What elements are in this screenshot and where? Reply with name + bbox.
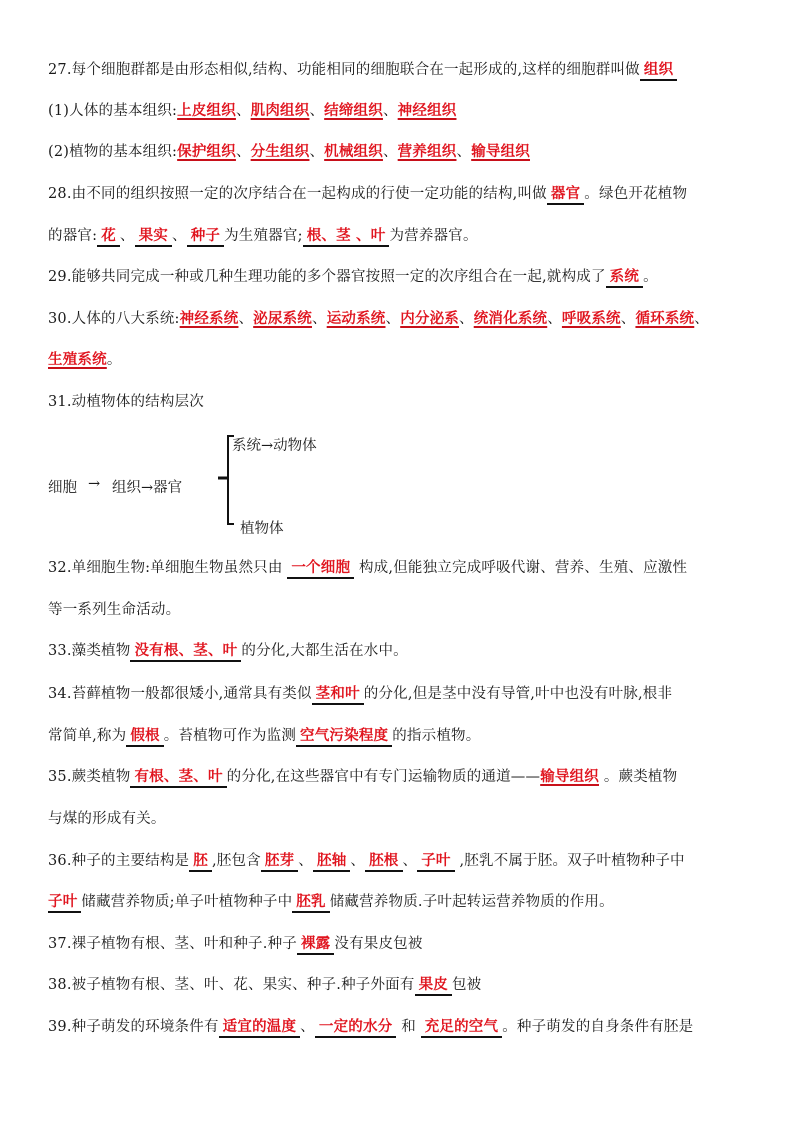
blank xyxy=(303,227,390,247)
blank xyxy=(415,976,452,996)
blank xyxy=(297,935,334,955)
answer: 一定的水分 xyxy=(318,1018,393,1035)
answer: 上皮组织 xyxy=(177,102,236,119)
answer: 系统 xyxy=(609,268,640,285)
answer: 内分泌系 xyxy=(400,310,460,327)
q28-line-2: 的器官: 花 、 果实 、 种子 为生殖器官; 根、茎 、叶 为营养器官。 xyxy=(48,226,478,247)
q31-title: 31.动植物体的结构层次 xyxy=(48,394,204,410)
q27-blank xyxy=(640,61,677,81)
q28-line-1 xyxy=(48,184,687,205)
q39-text: 39.种子萌发的环境条件有 xyxy=(48,1019,219,1035)
q27-sub2-line: (2)植物的基本组织:保护组织、分生组织、机械组织、营养组织、输导组织 xyxy=(48,143,530,160)
q28-blank xyxy=(547,185,584,205)
q35-text: 35.蕨类植物 xyxy=(48,769,131,785)
q32-text: 构成,但能独立完成呼吸代谢、营养、生殖、应激性 xyxy=(358,560,688,576)
q36-text: ,胚乳不属于胚。双子叶植物种子中 xyxy=(459,853,685,869)
blank xyxy=(287,559,354,579)
q30-line-2 xyxy=(48,350,122,370)
answer: 空气污染程度 xyxy=(300,727,389,744)
q34-text: 34.苔藓植物一般都很矮小,通常具有类似 xyxy=(48,686,312,702)
blank xyxy=(261,852,298,872)
q39-line xyxy=(48,1017,693,1038)
answer: 保护组织 xyxy=(177,143,236,160)
answer: 呼吸系统 xyxy=(561,310,621,327)
answer: 子叶 xyxy=(48,893,78,910)
answer: 胚乳 xyxy=(296,893,326,910)
blank xyxy=(606,268,643,288)
blank xyxy=(187,227,224,247)
answer: 结缔组织 xyxy=(324,102,383,119)
answer: 机械组织 xyxy=(324,143,383,160)
answer: 没有根、茎、叶 xyxy=(134,642,238,659)
answer: 肌肉组织 xyxy=(250,102,310,119)
q36-text: 储藏营养物质;单子叶植物种子中 xyxy=(81,894,293,910)
answer: 输导组织 xyxy=(471,143,530,160)
q28-text: 。绿色开花植物 xyxy=(584,186,688,202)
answer: 神经组织 xyxy=(397,102,457,119)
answer: 有根、茎、叶 xyxy=(134,768,223,785)
q27-sub1-line: (1)人体的基本组织:上皮组织、肌肉组织、结缔组织、神经组织 xyxy=(48,102,457,119)
q34-text: 的指示植物。 xyxy=(392,728,481,744)
diagram-cell: 细胞 xyxy=(48,480,77,496)
q30-end: 。 xyxy=(106,352,122,368)
q34-text: 的分化,但是茎中没有导管,叶中也没有叶脉,根非 xyxy=(363,686,673,702)
arrow-icon: → xyxy=(88,476,101,492)
answer: 胚轴 xyxy=(317,852,347,869)
answer: 器官 xyxy=(550,185,581,202)
q36-line-1: 36.种子的主要结构是 胚 ,胚包含 胚芽 、 胚轴 、 胚根 、 子叶 ,胚乳不属于胚。双子叶植物种子中 xyxy=(48,851,685,872)
q30-line-1: 30.人体的八大系统:神经系统、泌尿系统、运动系统、内分泌系、统消化系统、呼吸系统、循环系统、 xyxy=(48,310,709,327)
q35-text: 的分化,在这些器官中有专门运输物质的通道—— xyxy=(226,769,541,785)
q29-end: 。 xyxy=(643,269,658,285)
q32-line-1 xyxy=(48,558,687,579)
answer: 神经系统 xyxy=(179,310,239,327)
blank xyxy=(219,1018,301,1038)
blank xyxy=(48,893,81,913)
answer: 果实 xyxy=(138,227,168,244)
q35-line-2: 与煤的形成有关。 xyxy=(48,811,166,827)
diagram-plant-branch: 植物体 xyxy=(240,521,284,537)
answer: 茎和叶 xyxy=(315,685,360,702)
answer: 输导组织 xyxy=(540,768,599,785)
q34-line-1 xyxy=(48,684,672,705)
blank xyxy=(421,1018,503,1038)
blank xyxy=(126,727,163,747)
q35-line-1 xyxy=(48,767,677,788)
answer: 根、茎 、叶 xyxy=(306,227,386,244)
structure-hierarchy-diagram xyxy=(48,428,368,538)
separator: 和 xyxy=(401,1019,416,1035)
answer: 一个细胞 xyxy=(291,559,351,576)
blank xyxy=(417,852,454,872)
blank xyxy=(313,852,350,872)
q27-sub2-label: (2)植物的基本组织: xyxy=(48,144,178,160)
blank xyxy=(312,685,364,705)
q32-line-2: 等一系列生命活动。 xyxy=(48,602,181,618)
q36-line-2 xyxy=(48,892,614,913)
q33-text: 的分化,大都生活在水中。 xyxy=(241,643,408,659)
answer: 营养组织 xyxy=(397,143,457,160)
blank xyxy=(130,642,241,662)
answer: 分生组织 xyxy=(250,143,310,160)
q36-text: 储藏营养物质.子叶起转运营养物质的作用。 xyxy=(329,894,614,910)
blank xyxy=(296,727,392,747)
q34-text: 常简单,称为 xyxy=(48,728,127,744)
q28-text: 的器官: xyxy=(48,228,98,244)
q34-text: 。苔植物可作为监测 xyxy=(163,728,297,744)
diagram-tissue-organ: 组织→器官 xyxy=(112,480,183,496)
q38-text: 38.被子植物有根、茎、叶、花、果实、种子.种子外面有 xyxy=(48,977,415,993)
answer: 统消化系统 xyxy=(473,310,548,327)
q37-text: 37.裸子植物有根、茎、叶和种子.种子 xyxy=(48,936,297,952)
answer: 胚芽 xyxy=(264,852,295,869)
q39-text: 。种子萌发的自身条件有胚是 xyxy=(502,1019,694,1035)
answer: 胚 xyxy=(193,852,208,869)
answer: 花 xyxy=(101,227,116,244)
q38-line xyxy=(48,975,481,996)
answer: 运动系统 xyxy=(326,310,386,327)
q27-sub1-label: (1)人体的基本组织: xyxy=(48,103,178,119)
q28-text: 为营养器官。 xyxy=(389,228,478,244)
q28-text: 为生殖器官; xyxy=(224,228,303,244)
q27-text: 27.每个细胞群都是由形态相似,结构、功能相同的细胞联合在一起形成的,这样的细胞群叫做 xyxy=(48,62,640,78)
q33-text: 33.藻类植物 xyxy=(48,643,131,659)
answer: 充足的空气 xyxy=(424,1018,499,1035)
answer: 生殖系统 xyxy=(48,351,107,368)
blank xyxy=(189,852,212,872)
q38-text: 包被 xyxy=(451,977,482,993)
answer: 子叶 xyxy=(421,852,451,869)
blank xyxy=(315,1018,397,1038)
q29-line xyxy=(48,267,658,288)
blank xyxy=(135,227,172,247)
q29-text: 29.能够共同完成一种或几种生理功能的多个器官按照一定的次序组合在一起,就构成了 xyxy=(48,269,606,285)
q36-text: ,胚包含 xyxy=(211,853,261,869)
blank xyxy=(97,227,120,247)
q30-label: 30.人体的八大系统: xyxy=(48,311,180,327)
q37-text: 没有果皮包被 xyxy=(334,936,423,952)
answer: 适宜的温度 xyxy=(222,1018,297,1035)
q37-line xyxy=(48,934,423,955)
blank xyxy=(130,768,226,788)
q27-line xyxy=(48,60,677,81)
answer: 种子 xyxy=(190,227,221,244)
diagram-animal-branch: 系统→动物体 xyxy=(232,438,317,454)
answer: 假根 xyxy=(130,727,160,744)
q32-text: 32.单细胞生物:单细胞生物虽然只由 xyxy=(48,560,283,576)
answer: 循环系统 xyxy=(635,310,695,327)
answer: 胚根 xyxy=(369,852,399,869)
q36-text: 36.种子的主要结构是 xyxy=(48,853,190,869)
answer: 果皮 xyxy=(418,976,448,993)
q33-line xyxy=(48,641,408,662)
separator: 、 xyxy=(300,1019,315,1035)
answer: 裸露 xyxy=(300,935,331,952)
q34-line-2 xyxy=(48,726,480,747)
blank xyxy=(365,852,402,872)
q28-text: 28.由不同的组织按照一定的次序结合在一起构成的行使一定功能的结构,叫做 xyxy=(48,186,547,202)
answer: 泌尿系统 xyxy=(253,310,312,327)
q35-text: 。蕨类植物 xyxy=(603,769,678,785)
blank xyxy=(292,893,329,913)
q27-answer: 组织 xyxy=(643,61,674,78)
